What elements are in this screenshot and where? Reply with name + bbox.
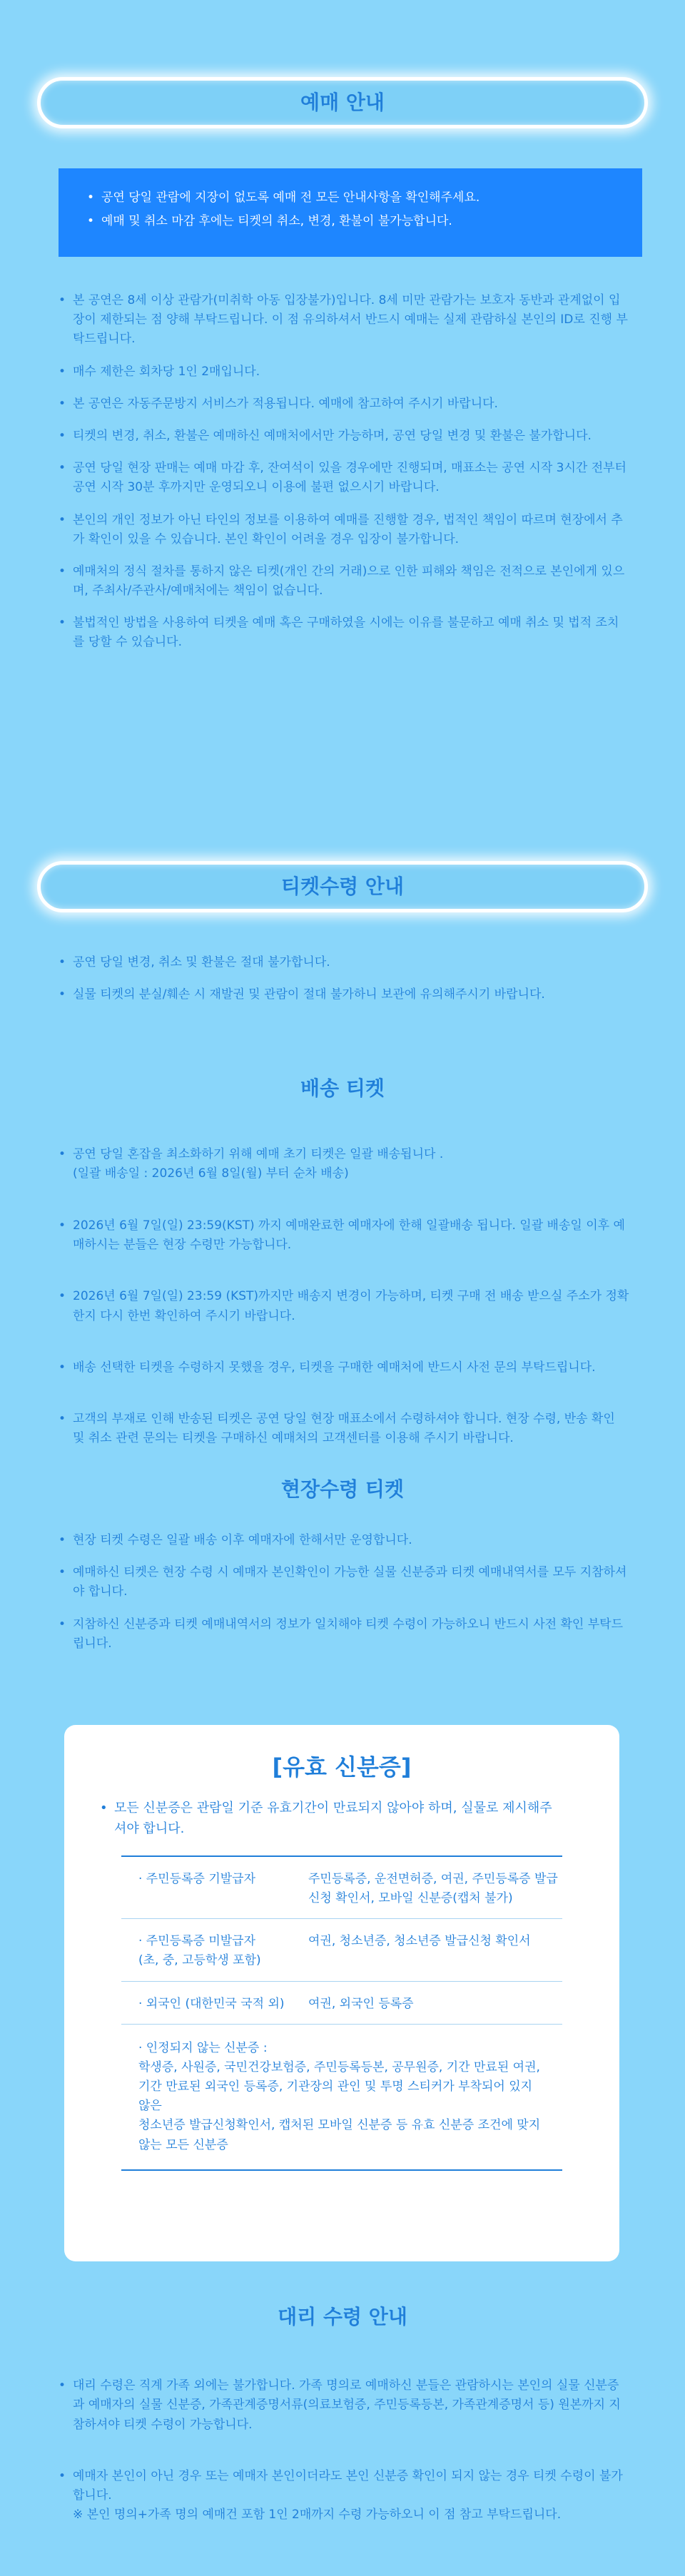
valid-id-table <box>121 1855 562 2171</box>
list-item: • 티켓의 변경, 취소, 환불은 예매하신 예매처에서만 가능하며, 공연 당일 변경 및 환불은 불가합니다. <box>59 427 629 446</box>
onsite-list <box>59 1531 629 1666</box>
list-item: • 2026년 6월 7일(일) 23:59 (KST)까지만 배송지 변경이 가능하며, 티켓 구매 전 배송 받으실 주소가 정확한지 다시 한번 확인하여 주시기 바랍니다. <box>59 1287 629 1325</box>
table-row <box>121 1982 562 2025</box>
section-title-reservation: 예매 안내 <box>37 77 648 128</box>
id-category: · 외국인 (대한민국 국적 외) <box>138 1996 285 2011</box>
delivery-title: 배송 티켓 <box>300 1076 385 1100</box>
list-item: • 고객의 부재로 인해 반송된 티켓은 공연 당일 현장 매표소에서 수령하셔야 합니다. 현장 수령, 반송 확인 및 취소 관련 문의는 티켓을 구매하신 예매처의 고객센터를 이용해 주시기 바랍니다. <box>59 1410 629 1448</box>
list-item: • 공연 당일 변경, 취소 및 환불은 절대 불가합니다. <box>59 953 629 972</box>
list-item: • 지참하신 신분증과 티켓 예매내역서의 정보가 일치해야 티켓 수령이 가능하오니 반드시 사전 확인 부탁드립니다. <box>59 1615 629 1654</box>
valid-id-card <box>64 1725 619 2261</box>
list-item: • 예매처의 정식 절차를 통하지 않은 티켓(개인 간의 거래)으로 인한 피해와 책임은 전적으로 본인에게 있으며, 주최사/주관사/예매처에는 책임이 없습니다. <box>59 562 629 601</box>
ticket-pickup-list <box>59 953 629 1017</box>
list-item: • 대리 수령은 직계 가족 외에는 불가합니다. 가족 명의로 예매하신 분들은 관람하시는 본인의 실물 신분증과 예매자의 실물 신분증, 가족관계증명서류(의료보험증, 주민등록등본, 가족관계증명서 등) 원본까지 지참하셔야 티켓 수령이 가능합니다. <box>59 2376 629 2435</box>
proxy-list <box>59 2357 629 2557</box>
valid-id-lead: • 모든 신분증은 관람일 기준 유효기간이 만료되지 않아야 하며, 실물로 제시해주셔야 합니다. <box>100 1798 557 1840</box>
notice-item: • 공연 당일 관람에 지장이 없도록 예매 전 모든 안내사항을 확인해주세요. <box>87 188 614 208</box>
reservation-list <box>59 291 629 666</box>
id-types: 여권, 외국인 등록증 <box>308 1996 414 2011</box>
list-item: • 예매자 본인이 아닌 경우 또는 예매자 본인이더라도 본인 신분증 확인이 되지 않는 경우 티켓 수령이 불가합니다. ※ 본인 명의+가족 명의 예매건 포함 1인 2매까지 수령 가능하오니 이 점 참고 부탁드립니다. <box>59 2467 629 2525</box>
list-item: • 불법적인 방법을 사용하여 티켓을 예매 혹은 구매하였을 시에는 이유를 불문하고 예매 취소 및 법적 조치를 당할 수 있습니다. <box>59 614 629 652</box>
list-item: • 현장 티켓 수령은 일괄 배송 이후 예매자에 한해서만 운영합니다. <box>59 1531 629 1550</box>
list-item: • 실물 티켓의 분실/훼손 시 재발권 및 관람이 절대 불가하니 보관에 유의해주시기 바랍니다. <box>59 985 629 1004</box>
list-item: • 매수 제한은 회차당 1인 2매입니다. <box>59 362 629 382</box>
list-item: • 공연 당일 혼잡을 최소화하기 위해 예매 초기 티켓은 일괄 배송됩니다 . (일괄 배송일 : 2026년 6월 8일(월) 부터 순차 배송) <box>59 1145 629 1183</box>
list-item: • 본 공연은 자동주문방지 서비스가 적용됩니다. 예매에 참고하여 주시기 바랍니다. <box>59 394 629 414</box>
list-item: • 예매하신 티켓은 현장 수령 시 예매자 본인확인이 가능한 실물 신분증과 티켓 예매내역서를 모두 지참하셔야 합니다. <box>59 1563 629 1602</box>
list-item: • 배송 선택한 티켓을 수령하지 못했을 경우, 티켓을 구매한 예매처에 반드시 사전 문의 부탁드립니다. <box>59 1358 629 1378</box>
id-category: · 주민등록증 기발급자 <box>138 1871 256 1886</box>
list-item: • 공연 당일 현장 판매는 예매 마감 후, 잔여석이 있을 경우에만 진행되며, 매표소는 공연 시작 3시간 전부터 공연 시작 30분 후까지만 운영되오니 이용에 불편 없으시기 바랍니다. <box>59 459 629 497</box>
valid-id-title: [유효 신분증] <box>272 1753 412 1781</box>
table-row <box>121 1919 562 1981</box>
invalid-id-note: · 인정되지 않는 신분증 : 학생증, 사원증, 국민건강보험증, 주민등록등본, 공무원증, 기간 만료된 여권, 기간 만료된 외국인 등록증, 기관장의 관인 및 투명 스티커가 부착되어 있지 않은 청소년증 발급신청확인서, 캡처된 모바일 신분증 등 유효 신분증 조건에 맞지 않는 모든 신분증 <box>138 2040 541 2152</box>
list-item: • 본인의 개인 정보가 아닌 타인의 정보를 이용하여 예매를 진행할 경우, 법적인 책임이 따르며 현장에서 추가 확인이 있을 수 있습니다. 본인 확인이 어려울 경우 입장이 불가합니다. <box>59 511 629 549</box>
onsite-title: 현장수령 티켓 <box>280 1477 405 1501</box>
list-item: • 2026년 6월 7일(일) 23:59(KST) 까지 예매완료한 예매자에 한해 일괄배송 됩니다. 일괄 배송일 이후 예매하시는 분들은 현장 수령만 가능합니다. <box>59 1216 629 1255</box>
notice-item: • 예매 및 취소 마감 후에는 티켓의 취소, 변경, 환불이 불가능합니다. <box>87 212 614 231</box>
id-types: 여권, 청소년증, 청소년증 발급신청 확인서 <box>308 1934 531 1949</box>
notice-box <box>59 168 642 257</box>
delivery-list <box>59 1126 629 1481</box>
id-category: · 주민등록증 미발급자 (초, 중, 고등학생 포함) <box>138 1934 261 1968</box>
section-title-ticket-pickup: 티켓수령 안내 <box>37 861 648 912</box>
list-item: • 본 공연은 8세 이상 관람가(미취학 아동 입장불가)입니다. 8세 미만 관람가는 보호자 동반과 관계없이 입장이 제한되는 점 양해 부탁드립니다. 이 점 유의하셔서 반드시 예매는 실제 관람하실 본인의 ID로 진행 부탁드립니다. <box>59 291 629 350</box>
table-row <box>121 1857 562 1919</box>
id-types: 주민등록증, 운전면허증, 여권, 주민등록증 발급 신청 확인서, 모바일 신분증(캡처 불가) <box>308 1871 558 1905</box>
proxy-title: 대리 수령 안내 <box>278 2305 407 2328</box>
